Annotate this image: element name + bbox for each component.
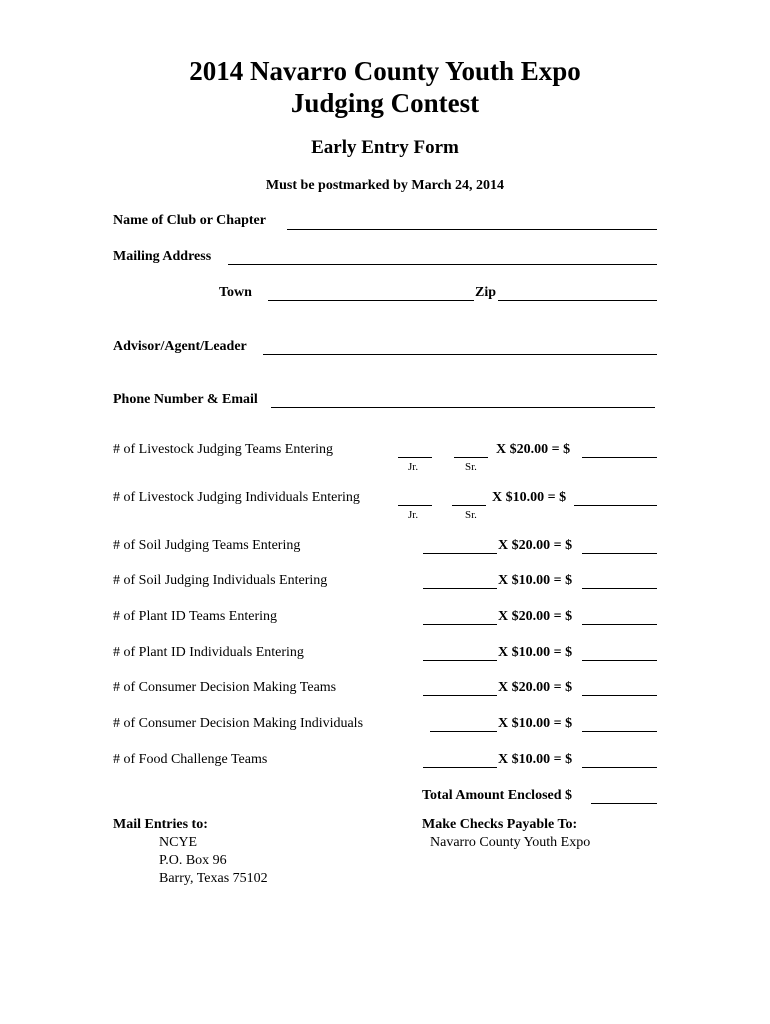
livestock-individuals-sr-line[interactable] xyxy=(452,505,486,506)
livestock-teams-amount-line[interactable] xyxy=(582,457,657,458)
mailing-address-input-line[interactable] xyxy=(228,264,657,265)
phone-email-label: Phone Number & Email xyxy=(113,392,258,407)
total-label: Total Amount Enclosed $ xyxy=(422,788,573,803)
livestock-teams-fee: X $20.00 = $ xyxy=(496,442,571,457)
town-input-line[interactable] xyxy=(268,300,474,301)
plant-individuals-count-line[interactable] xyxy=(423,660,497,661)
livestock-teams-sr-line[interactable] xyxy=(454,457,488,458)
livestock-individuals-amount-line[interactable] xyxy=(574,505,657,506)
club-input-line[interactable] xyxy=(287,229,657,230)
soil-teams-amount-line[interactable] xyxy=(582,553,657,554)
consumer-individuals-count-line[interactable] xyxy=(430,731,497,732)
jr-caption: Jr. xyxy=(408,509,419,521)
consumer-teams-fee: X $20.00 = $ xyxy=(498,680,573,695)
livestock-individuals-jr-line[interactable] xyxy=(398,505,432,506)
soil-individuals-fee: X $10.00 = $ xyxy=(498,573,573,588)
mail-city: Barry, Texas 75102 xyxy=(159,871,268,886)
mail-heading: Mail Entries to: xyxy=(113,817,208,832)
consumer-teams-amount-line[interactable] xyxy=(582,695,657,696)
food-challenge-fee: X $10.00 = $ xyxy=(498,752,573,767)
town-label: Town xyxy=(219,285,252,300)
mail-po-box: P.O. Box 96 xyxy=(159,853,227,868)
soil-teams-label: # of Soil Judging Teams Entering xyxy=(113,538,301,553)
food-challenge-label: # of Food Challenge Teams xyxy=(113,752,268,767)
soil-individuals-count-line[interactable] xyxy=(423,588,497,589)
club-label: Name of Club or Chapter xyxy=(113,213,266,228)
total-amount-line[interactable] xyxy=(591,803,657,804)
plant-individuals-label: # of Plant ID Individuals Entering xyxy=(113,645,304,660)
plant-teams-fee: X $20.00 = $ xyxy=(498,609,573,624)
soil-teams-fee: X $20.00 = $ xyxy=(498,538,573,553)
consumer-teams-label: # of Consumer Decision Making Teams xyxy=(113,680,337,695)
consumer-individuals-fee: X $10.00 = $ xyxy=(498,716,573,731)
phone-email-input-line[interactable] xyxy=(271,407,655,408)
checks-heading: Make Checks Payable To: xyxy=(422,817,578,832)
plant-teams-label: # of Plant ID Teams Entering xyxy=(113,609,278,624)
livestock-individuals-label: # of Livestock Judging Individuals Entering xyxy=(113,490,360,505)
title-line-1: 2014 Navarro County Youth Expo xyxy=(189,56,581,86)
livestock-individuals-fee: X $10.00 = $ xyxy=(492,490,567,505)
food-challenge-count-line[interactable] xyxy=(423,767,497,768)
title-line-2: Judging Contest xyxy=(290,88,480,118)
postmark-deadline: Must be postmarked by March 24, 2014 xyxy=(265,178,505,193)
advisor-input-line[interactable] xyxy=(263,354,657,355)
plant-individuals-amount-line[interactable] xyxy=(582,660,657,661)
jr-caption: Jr. xyxy=(408,461,419,473)
mailing-address-label: Mailing Address xyxy=(113,249,212,264)
mail-name: NCYE xyxy=(159,835,198,850)
soil-teams-count-line[interactable] xyxy=(423,553,497,554)
zip-label: Zip xyxy=(475,285,497,300)
livestock-teams-label: # of Livestock Judging Teams Entering xyxy=(113,442,334,457)
sr-caption: Sr. xyxy=(465,509,477,521)
livestock-teams-jr-line[interactable] xyxy=(398,457,432,458)
consumer-teams-count-line[interactable] xyxy=(423,695,497,696)
consumer-individuals-amount-line[interactable] xyxy=(582,731,657,732)
food-challenge-amount-line[interactable] xyxy=(582,767,657,768)
zip-input-line[interactable] xyxy=(498,300,657,301)
sr-caption: Sr. xyxy=(465,461,477,473)
consumer-individuals-label: # of Consumer Decision Making Individuals xyxy=(113,716,364,731)
plant-teams-count-line[interactable] xyxy=(423,624,497,625)
soil-individuals-label: # of Soil Judging Individuals Entering xyxy=(113,573,328,588)
soil-individuals-amount-line[interactable] xyxy=(582,588,657,589)
advisor-label: Advisor/Agent/Leader xyxy=(113,339,247,354)
plant-teams-amount-line[interactable] xyxy=(582,624,657,625)
form-subtitle: Early Entry Form xyxy=(311,137,459,158)
checks-payee: Navarro County Youth Expo xyxy=(430,835,591,850)
plant-individuals-fee: X $10.00 = $ xyxy=(498,645,573,660)
